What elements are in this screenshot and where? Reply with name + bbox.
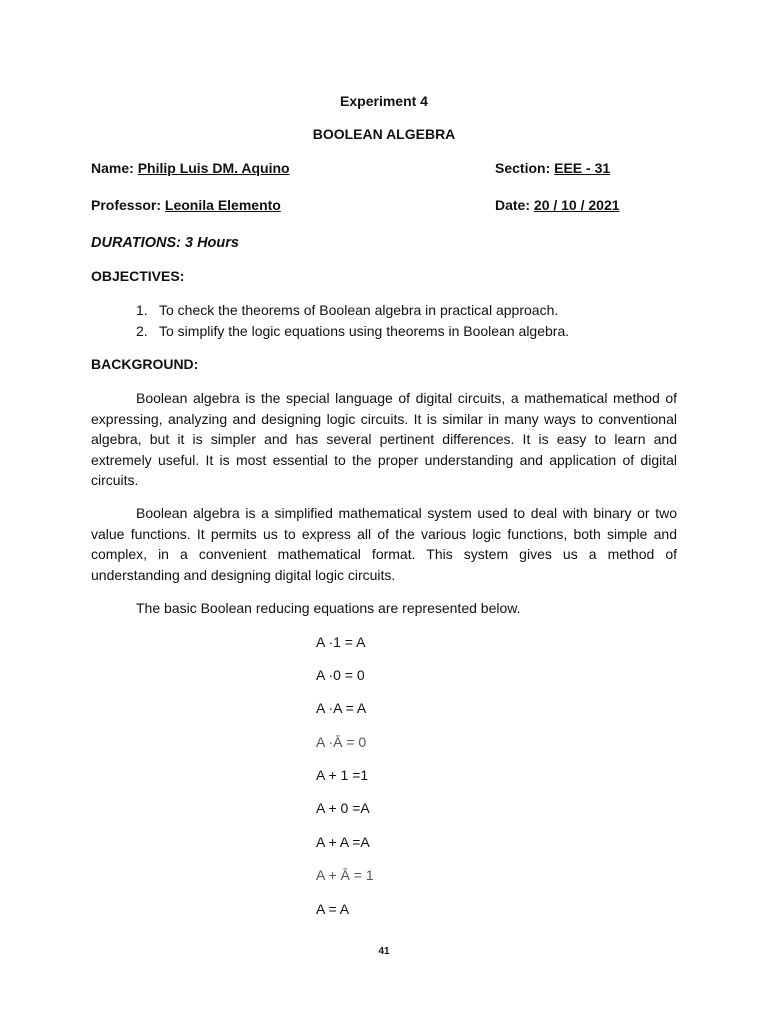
experiment-number: Experiment 4 xyxy=(340,93,428,109)
section-label: Section: xyxy=(495,160,551,176)
equation: A + 0 =A xyxy=(316,800,370,816)
page-number: 41 xyxy=(378,946,390,957)
name-value: Philip Luis DM. Aquino xyxy=(137,160,290,176)
objective-item xyxy=(136,302,559,318)
equation: A ·Ā = 0 xyxy=(316,734,367,750)
date-row xyxy=(495,197,620,213)
equation: A + Ā = 1 xyxy=(316,867,374,883)
durations: DURATIONS: 3 Hours xyxy=(91,235,239,251)
background-heading: BACKGROUND: xyxy=(91,356,199,372)
section-value: EEE - 31 xyxy=(554,160,611,176)
equation: A + A =A xyxy=(316,834,370,850)
background-paragraph: Boolean algebra is the special language of digital circuits, a mathematical method of expressing, analyzing and designing logic circuits. It is similar in many ways to conventional algebra, but it is simpler and has several pertinent differences. It is easy to learn and extremely useful. It is most essential to the proper understanding and application of digital circuits. xyxy=(91,390,677,488)
equation: A ·1 = A xyxy=(316,634,366,650)
equation: A = A xyxy=(316,901,350,917)
professor-value: Leonila Elemento xyxy=(164,197,281,213)
section-row xyxy=(495,160,610,176)
date-value: 20 / 10 / 2021 xyxy=(533,197,620,213)
background-paragraph: Boolean algebra is a simplified mathematical system used to deal with binary or two value functions. It permits us to express all of the various logic functions, both simple and complex, in a convenient mathematical format. This system gives us a method of understanding and designing digital logic circuits. xyxy=(91,505,677,583)
background-paragraph: The basic Boolean reducing equations are represented below. xyxy=(136,600,521,616)
equation: A ·0 = 0 xyxy=(316,667,365,683)
professor-label: Professor: xyxy=(91,197,162,213)
objective-item xyxy=(136,323,570,339)
objective-text: To check the theorems of Boolean algebra in practical approach. xyxy=(159,302,559,318)
name-row xyxy=(91,160,290,176)
objective-number: 1. xyxy=(136,302,148,318)
equation: A ·A = A xyxy=(316,700,367,716)
name-label: Name: xyxy=(91,160,134,176)
professor-row xyxy=(91,197,281,213)
date-label: Date: xyxy=(495,197,531,213)
equation: A + 1 =1 xyxy=(316,767,369,783)
objective-number: 2. xyxy=(136,323,148,339)
document-title: BOOLEAN ALGEBRA xyxy=(312,126,456,142)
objectives-heading: OBJECTIVES: xyxy=(91,268,185,284)
objective-text: To simplify the logic equations using theorems in Boolean algebra. xyxy=(159,323,570,339)
